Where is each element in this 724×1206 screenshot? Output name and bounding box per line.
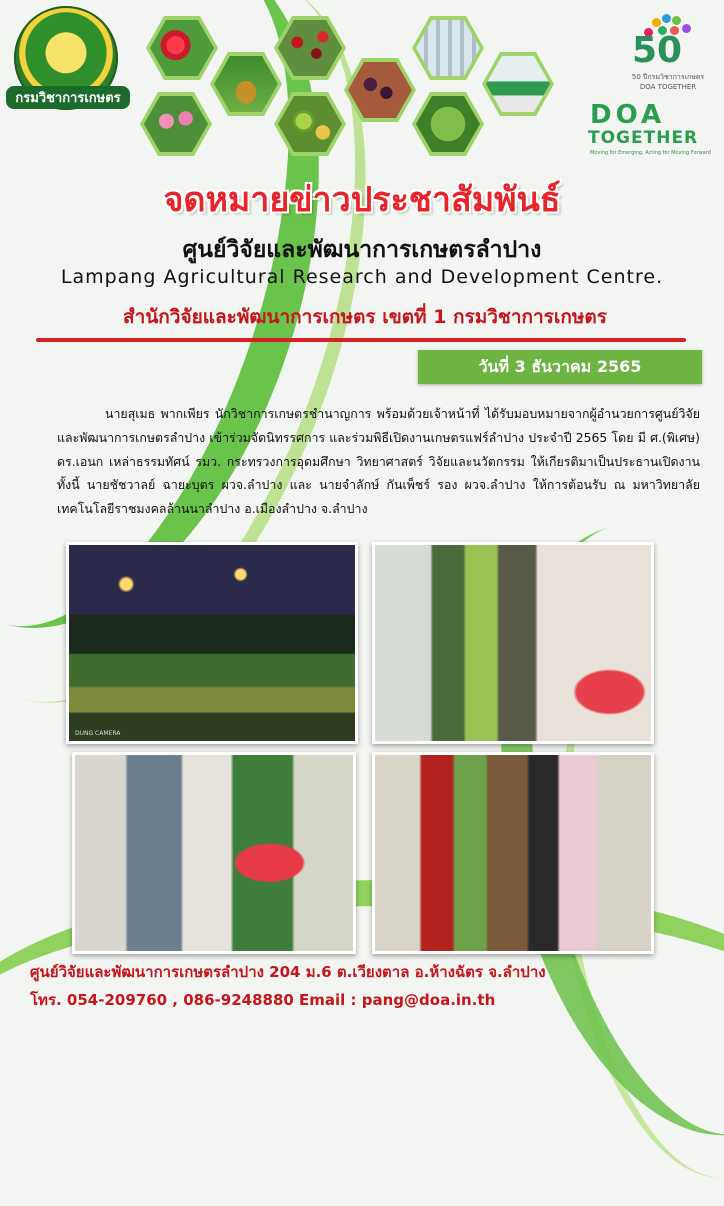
center-name-thai: ศูนย์วิจัยและพัฒนาการเกษตรลำปาง: [182, 237, 542, 263]
newsletter-title: จดหมายข่าวประชาสัมพันธ์: [163, 180, 561, 220]
center-name-english: Lampang Agricultural Research and Development Centre.: [60, 266, 664, 288]
hex-agri-products: [482, 52, 554, 116]
doa50-number: 50: [632, 30, 683, 71]
exhibition-booth-photo-1: [372, 542, 654, 744]
exhibition-booth-photo-2: [372, 752, 654, 954]
doa-together-text: TOGETHER: [588, 128, 699, 148]
department-logo-text: กรมวิชาการเกษตร: [6, 86, 130, 109]
office-name: สำนักวิจัยและพัฒนาการเกษตร เขตที่ 1 กรมวิชาการเกษตร: [123, 306, 607, 328]
hex-vegetables: [412, 92, 484, 156]
doa50-caption: 50 ปีกรมวิชาการเกษตร DOA TOGETHER: [631, 73, 705, 91]
footer-contact: โทร. 054-209760 , 086-9248880 Email : pang@doa.in.th: [30, 991, 496, 1009]
date-badge: วันที่ 3 ธันวาคม 2565: [418, 350, 702, 384]
opening-ceremony-photo: DUNG CAMERA: [66, 542, 358, 744]
doa-tagline: Moving for Emerging, Acting for Moving Forward: [590, 150, 711, 156]
footer-address: ศูนย์วิจัยและพัฒนาการเกษตรลำปาง 204 ม.6 ต.เวียงตาล อ.ห้างฉัตร จ.ลำปาง: [30, 963, 546, 981]
exhibition-visitors-photo: [72, 752, 356, 954]
hex-water-bottles: [412, 16, 484, 80]
doa-brand: DOA: [590, 100, 666, 130]
news-body: นายสุเมธ พากเพียร นักวิชาการเกษตรชำนาญการ พร้อมด้วยเจ้าหน้าที่ ได้รับมอบหมายจากผู้อำนวยการศูนย์วิจัยและพัฒนาการเกษตรลำปาง เข้าร่วมจัดนิทรรศการ และร่วมพิธีเปิดงานเกษตรแฟร์ลำปาง ประจำปี 2565 โดย มี ศ.(พิเศษ) ดร.เอนก เหล่าธรรมทัศน์ รมว. กระทรวงการอุดมศึกษา วิทยาศาสตร์ วิจัยและนวัตกรรม ให้เกียรติมาเป็นประธานเปิดงาน ทั้งนี้ นายชัชวาลย์ ฉายะบุตร ผวจ.ลำปาง และ นายจำลักษ์ กันเพ็ชร์ รอง ผวจ.ลำปาง ให้การต้อนรับ ณ มหาวิทยาลัยเทคโนโลยีราชมงคลล้านนาลำปาง อ.เมืองลำปาง จ.ลำปาง: [57, 406, 700, 517]
divider: [36, 338, 686, 342]
